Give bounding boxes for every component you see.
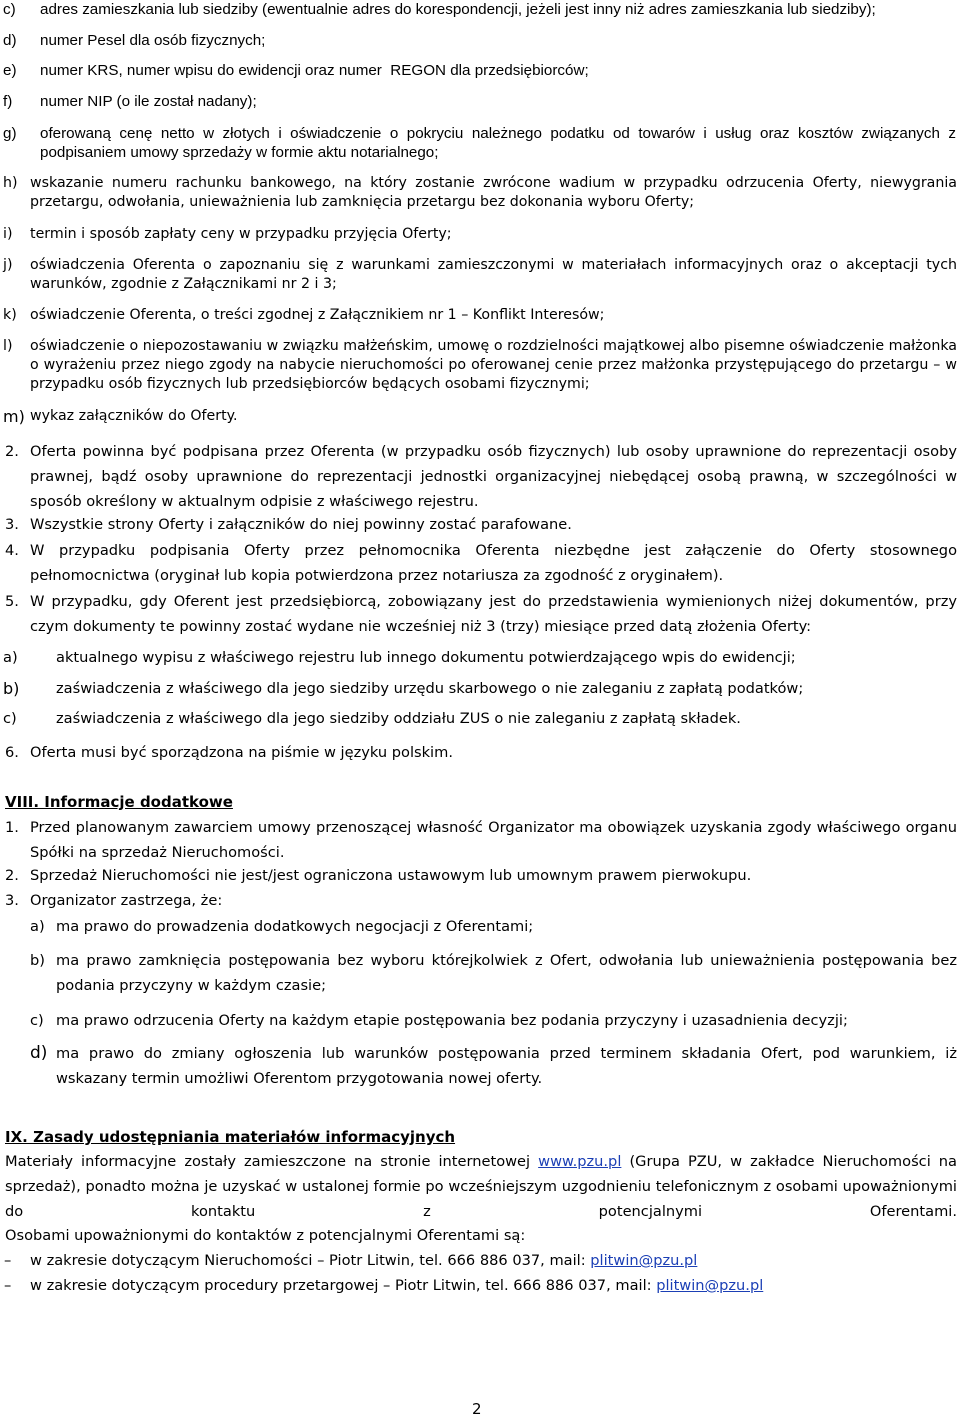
page-number: 2 (472, 1400, 482, 1418)
paragraph-text: (Grupa PZU, w zakładce Nieruchomości na sprzedaż), ponadto można je uzyskać w ustalonej formie po wcześniejszym uzgodnieniu telefonicznym z osobami upoważnionymi do kontaktu z potencjalnymi Oferentami. (5, 1153, 957, 1220)
point-text: Oferta musi być sporządzona na piśmie w języku polskim. (30, 744, 453, 761)
list-label: b) (3, 679, 20, 698)
contact-text: w zakresie dotyczącym Nieruchomości – Piotr Litwin, tel. 666 886 037, mail: (30, 1252, 586, 1269)
list-text: numer KRS, numer wpisu do ewidencji oraz numer REGON dla przedsiębiorców; (40, 62, 589, 79)
list-label: d) (3, 32, 17, 49)
list-text: adres zamieszkania lub siedziby (ewentualnie adres do korespondencji, jeżeli jest inny niż adres zamieszkania lub siedziby); (40, 1, 876, 18)
section-heading: IX. Zasady udostępniania materiałów informacyjnych (5, 1128, 456, 1146)
point-number: 1. (5, 819, 19, 836)
list-label: i) (3, 226, 13, 242)
list-text: numer Pesel dla osób fizycznych; (40, 32, 266, 49)
list-label: m) (3, 407, 25, 426)
list-label: k) (3, 307, 17, 323)
website-link[interactable]: www.pzu.pl (538, 1153, 622, 1170)
point-text: Wszystkie strony Oferty i załączników do niej powinny zostać parafowane. (30, 516, 572, 533)
point-text: W przypadku podpisania Oferty przez pełnomocnika Oferenta niezbędne jest załączenie do Oferty stosownego pełnomocnictwa (oryginał lub kopia potwierdzona przez notariusza za zgodność z oryginałem). (30, 542, 957, 584)
paragraph: Osobami upoważnionymi do kontaktów z potencjalnymi Oferentami są: (5, 1227, 526, 1244)
point-text: Przed planowanym zawarciem umowy przenoszącej własność Organizator ma obowiązek uzyskania zgody właściwego organu Spółki na sprzedaż Nieruchomości. (30, 819, 957, 861)
list-text: ma prawo odrzucenia Oferty na każdym etapie postępowania bez podania przyczyny i uzasadnienia decyzji; (56, 1012, 848, 1029)
point-number: 3. (5, 892, 19, 909)
point-text: W przypadku, gdy Oferent jest przedsiębiorcą, zobowiązany jest do przedstawienia wymienionych niżej dokumentów, przy czym dokumenty te powinny zostać wydane nie wcześniej niż 3 (trzy) miesiące przed datą złożenia Oferty: (30, 593, 957, 635)
email-link[interactable]: plitwin@pzu.pl (590, 1252, 698, 1269)
point-text: Oferta powinna być podpisana przez Oferenta (w przypadku osób fizycznych) lub osoby uprawnione do reprezentacji osoby prawnej, bądź osoby uprawnione do reprezentacji jednostki organizacyjnej niebędącej osobą prawną, w szczególności w sposób określony w aktualnym odpisie z właściwego rejestru. (30, 443, 957, 510)
list-text: ma prawo do zmiany ogłoszenia lub warunków postępowania przed terminem składania Ofert, pod warunkiem, iż wskazany termin umożliwi Oferentom przygotowania nowej oferty. (56, 1045, 957, 1087)
list-text: termin i sposób zapłaty ceny w przypadku przyjęcia Oferty; (30, 226, 452, 242)
list-label: f) (3, 93, 13, 110)
list-text: ma prawo zamknięcia postępowania bez wyboru którejkolwiek z Ofert, odwołania lub unieważnienia postępowania bez podania przyczyny w każdym czasie; (56, 952, 957, 994)
list-label: c) (3, 710, 17, 727)
list-label: c) (30, 1012, 44, 1029)
list-text: wskazanie numeru rachunku bankowego, na który zostanie zwrócone wadium w przypadku odrzucenia Oferty, niewygrania przetargu, odwołania, unieważnienia lub zamknięcia przetargu bez dokonania wyboru Oferty; (30, 175, 957, 210)
point-number: 5. (5, 593, 19, 610)
list-text: numer NIP (o ile został nadany); (40, 93, 257, 110)
list-text: aktualnego wypisu z właściwego rejestru lub innego dokumentu potwierdzającego wpis do ewidencji; (56, 649, 796, 666)
paragraph-text: Materiały informacyjne zostały zamieszczone na stronie internetowej (5, 1153, 531, 1170)
list-label: e) (3, 62, 17, 79)
list-text: ma prawo do prowadzenia dodatkowych negocjacji z Oferentami; (56, 918, 534, 935)
point-number: 2. (5, 443, 19, 460)
list-label: b) (30, 952, 45, 969)
list-label: g) (3, 125, 17, 142)
list-text: oświadczenie Oferenta, o treści zgodnej z Załącznikiem nr 1 – Konflikt Interesów; (30, 307, 605, 323)
point-number: 4. (5, 542, 19, 559)
section-heading: VIII. Informacje dodatkowe (5, 793, 233, 811)
list-text: oferowaną cenę netto w złotych i oświadczenie o pokryciu należnego podatku od towarów i usług oraz kosztów związanych z podpisaniem umowy sprzedaży w formie aktu notarialnego; (40, 125, 956, 161)
email-link[interactable]: plitwin@pzu.pl (656, 1277, 764, 1294)
point-text: Sprzedaż Nieruchomości nie jest/jest ograniczona ustawowym lub umownym prawem pierwokupu. (30, 867, 752, 884)
list-text: zaświadczenia z właściwego dla jego siedziby oddziału ZUS o nie zaleganiu z zapłatą składek. (56, 710, 741, 727)
contact-text: w zakresie dotyczącym procedury przetargowej – Piotr Litwin, tel. 666 886 037, mail: (30, 1277, 652, 1294)
paragraph (5, 1149, 957, 1224)
list-label: l) (3, 338, 13, 354)
point-number: 2. (5, 867, 19, 884)
list-label: c) (3, 1, 16, 18)
dash-bullet: – (4, 1252, 12, 1269)
list-label: h) (3, 175, 18, 191)
point-text: Organizator zastrzega, że: (30, 892, 223, 909)
list-text: oświadczenie o niepozostawaniu w związku małżeńskim, umowę o rozdzielności majątkowej albo pisemne oświadczenie małżonka o wyrażeniu przez niego zgody na nabycie nieruchomości po oferowanej cenie przez małżonka przystępującego do przetargu – w przypadku osób fizycznych lub przedsiębiorców będących osobami fizycznymi; (30, 338, 957, 392)
list-label: a) (30, 918, 45, 935)
list-text: zaświadczenia z właściwego dla jego siedziby urzędu skarbowego o nie zaleganiu z zapłatą podatków; (56, 680, 804, 697)
point-number: 6. (5, 744, 19, 761)
list-label: a) (3, 649, 18, 666)
list-text: oświadczenia Oferenta o zapoznaniu się z warunkami zamieszczonymi w materiałach informacyjnych oraz o akceptacji tych warunków, zgodnie z Załącznikami nr 2 i 3; (30, 257, 957, 292)
list-label: j) (3, 257, 13, 273)
list-label: d) (30, 1043, 48, 1063)
point-number: 3. (5, 516, 19, 533)
dash-bullet: – (4, 1277, 12, 1294)
list-text: wykaz załączników do Oferty. (30, 408, 238, 424)
